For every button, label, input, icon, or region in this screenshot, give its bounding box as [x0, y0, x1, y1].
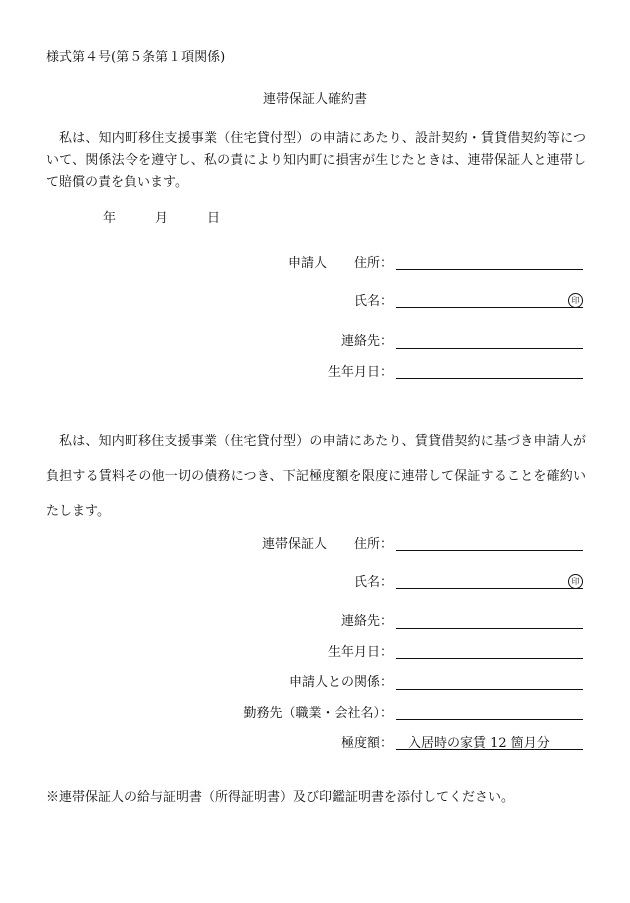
applicant-name-label: 氏名：	[353, 294, 393, 309]
date-day-label: 日	[207, 211, 221, 226]
guarantor-name-line[interactable]	[396, 588, 583, 589]
date-month-label: 月	[155, 211, 169, 226]
applicant-address-label: 住所：	[353, 256, 393, 271]
guarantor-name-label: 氏名：	[353, 575, 393, 590]
guarantor-limit-label: 極度額：	[340, 736, 393, 751]
applicant-birthdate-label: 生年月日：	[327, 365, 393, 380]
applicant-pledge-paragraph: 私は、知内町移住支援事業（住宅貸付型）の申請にあたり、設計契約・賃貸借契約等について、関係法令を遵守し、私の責により知内町に損害が生じたときは、連帯保証人と連帯して賠償の責を負います。	[46, 131, 586, 190]
applicant-name-line[interactable]	[396, 307, 583, 308]
applicant-address-line[interactable]	[396, 269, 583, 270]
guarantor-birthdate-label: 生年月日：	[327, 645, 393, 660]
guarantor-role-label: 連帯保証人	[262, 537, 328, 552]
guarantor-relationship-line[interactable]	[396, 689, 583, 690]
applicant-role-label: 申請人	[288, 256, 328, 271]
attachment-note: ※連帯保証人の給与証明書（所得証明書）及び印鑑証明書を添付してください。	[46, 790, 515, 805]
applicant-contact-line[interactable]	[396, 348, 583, 349]
guarantor-workplace-line[interactable]	[396, 719, 583, 720]
date-year-label: 年	[103, 211, 117, 226]
guarantor-seal-icon: 印	[568, 574, 583, 589]
guarantor-address-label: 住所：	[353, 537, 393, 552]
document-title: 連帯保証人確約書	[262, 92, 367, 107]
guarantor-pledge-paragraph: 私は、知内町移住支援事業（住宅貸付型）の申請にあたり、賃貸借契約に基づき申請人が負担する賃料その他一切の債務につき、下記極度額を限度に連帯して保証することを確約いたします。	[46, 434, 586, 519]
applicant-seal-icon: 印	[568, 293, 583, 308]
guarantor-birthdate-line[interactable]	[396, 658, 583, 659]
applicant-contact-label: 連絡先：	[340, 334, 393, 349]
guarantor-workplace-label: 勤務先（職業・会社名）：	[243, 706, 393, 721]
applicant-birthdate-line[interactable]	[396, 378, 583, 379]
guarantor-limit-value: 入居時の家賃 12 箇月分	[408, 736, 550, 751]
form-number: 様式第４号(第５条第１項関係)	[46, 50, 226, 65]
guarantor-contact-line[interactable]	[396, 628, 583, 629]
guarantor-contact-label: 連絡先：	[340, 614, 393, 629]
guarantor-relationship-label: 申請人との関係：	[288, 675, 393, 690]
guarantor-address-line[interactable]	[396, 550, 583, 551]
